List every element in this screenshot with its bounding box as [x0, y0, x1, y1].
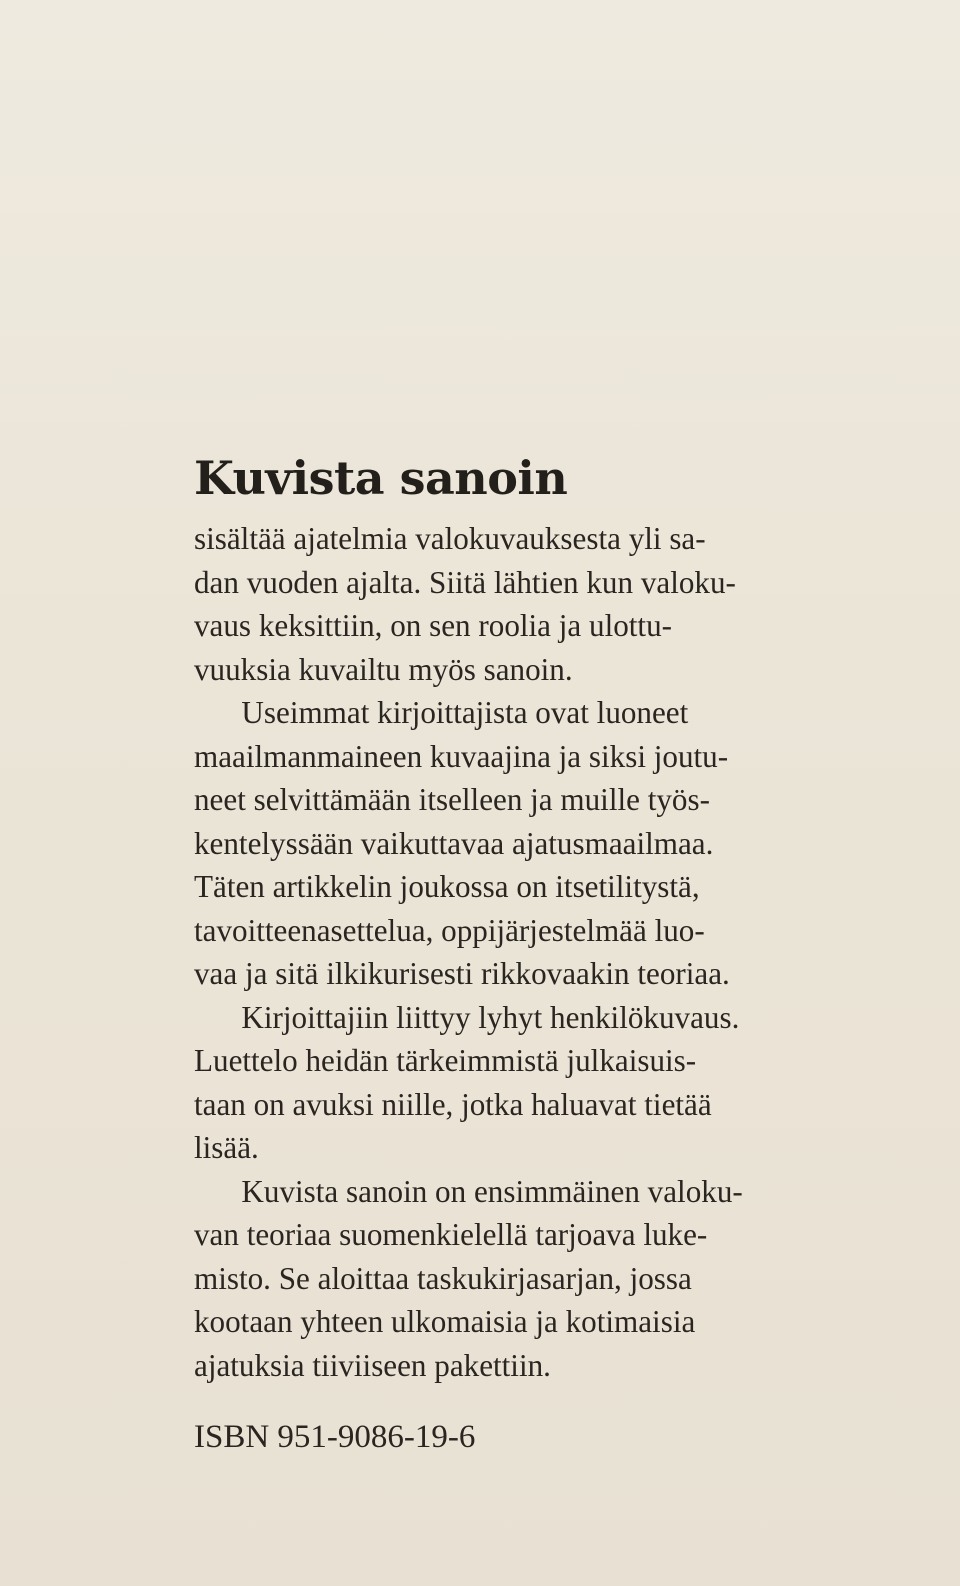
blurb-line: maailmanmaineen kuvaajina ja siksi joutu-	[194, 738, 729, 774]
blurb-line: vuuksia kuvailtu myös sanoin.	[194, 651, 573, 687]
blurb-line: Täten artikkelin joukossa on itsetilitystä,	[194, 869, 700, 904]
blurb-line: lisää.	[194, 1130, 259, 1165]
blurb-text	[194, 517, 874, 1387]
blurb-line: tavoitteenasettelua, oppijärjestelmää luo-	[194, 912, 705, 948]
blurb-line: kootaan yhteen ulkomaisia ja kotimaisia	[194, 1304, 696, 1339]
blurb-line: Kuvista sanoin on ensimmäinen valoku-	[241, 1173, 743, 1209]
blurb-line: kentelyssään vaikuttavaa ajatusmaailmaa.	[194, 825, 714, 861]
blurb-line: sisältää ajatelmia valokuvauksesta yli sa-	[194, 521, 706, 556]
blurb-line: vaus keksittiin, on sen roolia ja ulottu-	[194, 608, 673, 643]
blurb-line: Useimmat kirjoittajista ovat luoneet	[241, 695, 689, 730]
isbn-label: ISBN 951-9086-19-6	[194, 1419, 476, 1455]
blurb-line: dan vuoden ajalta. Siitä lähtien kun valoku-	[194, 564, 736, 600]
blurb-line: misto. Se aloittaa taskukirjasarjan, jossa	[194, 1260, 692, 1296]
book-title: Kuvista sanoin	[194, 451, 568, 505]
blurb-line: taan on avuksi niille, jotka haluavat tietää	[194, 1086, 712, 1122]
blurb-line: neet selvittämään itselleen ja muille työs-	[194, 782, 710, 817]
blurb-line: van teoriaa suomenkielellä tarjoava luke-	[194, 1217, 708, 1252]
blurb-line: Luettelo heidän tärkeimmistä julkaisuis-	[194, 1043, 697, 1078]
blurb-line: Kirjoittajiin liittyy lyhyt henkilökuvaus.	[241, 999, 740, 1035]
blurb-line: ajatuksia tiiviiseen pakettiin.	[194, 1347, 551, 1383]
blurb-line: vaa ja sitä ilkikurisesti rikkovaakin teoriaa.	[194, 956, 730, 991]
